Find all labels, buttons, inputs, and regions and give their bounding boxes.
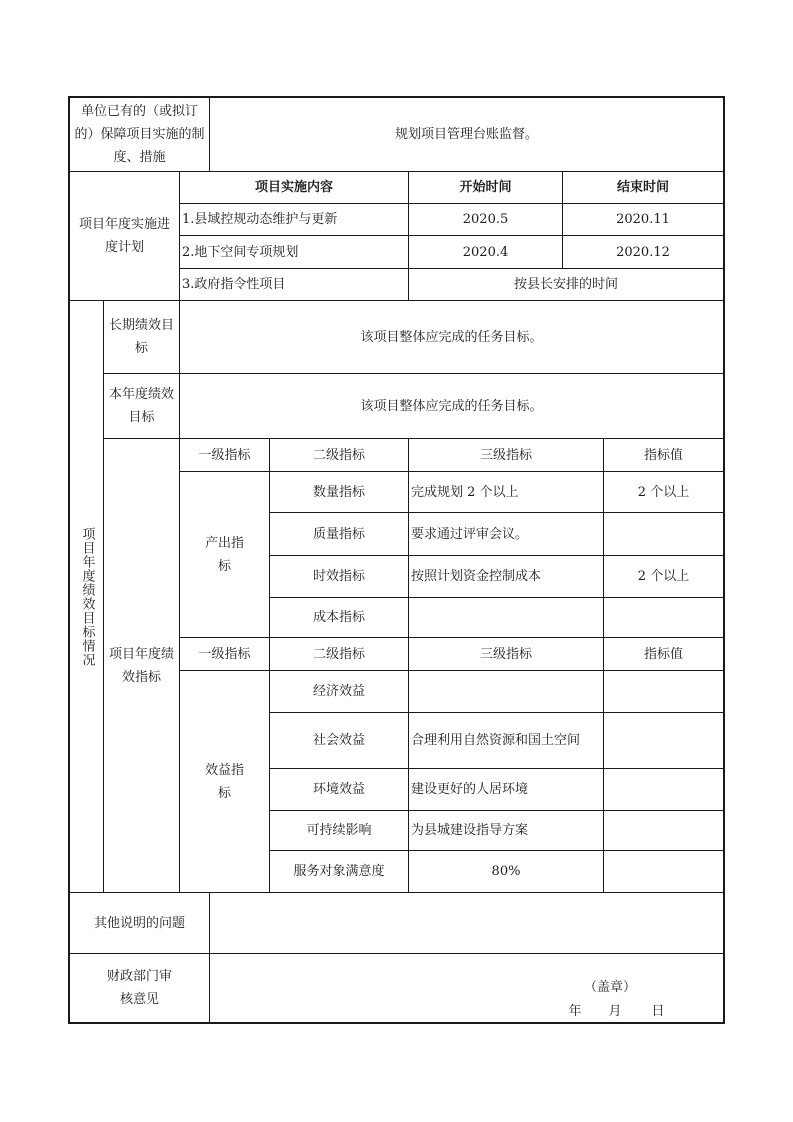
indicator-value [604,671,723,712]
col-header-value: 指标值 [643,447,683,463]
indicator-level3: 合理利用自然资源和国土空间 [411,733,581,748]
schedule-header-start: 开始时间 [459,180,512,195]
output-indicator-label: 产出指标 [204,535,244,574]
indicator-value: 2 个以上 [637,569,690,584]
long-term-target-label: 长期绩效目标 [108,318,174,356]
col-header-level1: 一级指标 [198,447,251,463]
date-year: 年 [568,1003,582,1019]
col-header-level1: 一级指标 [198,646,251,662]
indicator-value [604,851,723,892]
annual-indicators-label: 项目年度绩效指标 [108,646,174,685]
measures-value: 规划项目管理台账监督。 [394,127,538,142]
schedule-row-content: 2.地下空间专项规划 [182,244,299,260]
indicator-level3: 80% [491,864,521,879]
schedule-row-start: 2020.4 [462,244,509,260]
other-notes-label: 其他说明的问题 [93,915,185,931]
indicator-value [604,513,723,555]
col-header-level3: 三级指标 [479,646,532,662]
performance-side-label: 项目年度绩效目标情况 [79,526,95,667]
benefit-indicator-label: 效益指标 [204,762,244,801]
indicator-level3: 要求通过评审会议。 [411,526,529,542]
indicator-level2: 服务对象满意度 [293,864,385,879]
indicator-value [604,713,723,768]
indicator-level2: 社会效益 [312,733,365,748]
other-notes-value [210,893,723,953]
indicator-level3: 为县城建设指导方案 [411,823,529,838]
col-header-level2: 二级指标 [312,646,365,662]
indicator-level3: 建设更好的人居环境 [411,782,529,797]
long-term-target-value: 该项目整体应完成的任务目标。 [360,329,543,345]
seal-placeholder: （盖章） [583,979,636,995]
indicator-value [604,769,723,810]
col-header-value: 指标值 [643,646,683,662]
annual-target-label: 本年度绩效目标 [108,387,174,425]
indicator-value [604,811,723,850]
indicator-level3 [409,671,603,712]
indicator-level2: 环境效益 [312,782,365,797]
measures-label: 单位已有的（或拟订的）保障项目实施的制度、措施 [74,104,205,165]
indicator-level2: 数量指标 [312,484,365,500]
indicator-value: 2 个以上 [637,484,690,500]
date-day: 日 [651,1003,665,1019]
schedule-row-content: 3.政府指令性项目 [182,277,286,292]
schedule-row-merged-time: 按县长安排的时间 [513,277,618,292]
indicator-level2: 时效指标 [312,569,365,584]
schedule-header-content: 项目实施内容 [254,180,333,195]
table-border-bottom [68,1022,725,1024]
schedule-header-end: 结束时间 [616,180,669,195]
col-header-level2: 二级指标 [312,447,365,463]
schedule-row-start: 2020.5 [462,212,509,227]
indicator-level2: 可持续影响 [306,823,372,838]
col-header-level3: 三级指标 [479,447,532,463]
indicator-level3: 完成规划 2 个以上 [411,484,519,500]
schedule-label: 项目年度实施进度计划 [78,217,170,255]
annual-target-value: 该项目整体应完成的任务目标。 [360,398,543,414]
indicator-level2: 经济效益 [312,684,365,699]
indicator-level2: 质量指标 [312,526,365,542]
indicator-level2: 成本指标 [312,610,365,625]
indicator-level3: 按照计划资金控制成本 [411,569,542,584]
schedule-row-end: 2020.11 [616,212,670,227]
schedule-row-content: 1.县域控规动态维护与更新 [182,212,338,227]
indicator-value [604,598,723,637]
schedule-row-end: 2020.12 [616,244,670,260]
finance-review-label: 财政部门审核意见 [106,969,172,1007]
indicator-level3 [409,598,603,637]
date-month: 月 [608,1003,622,1019]
